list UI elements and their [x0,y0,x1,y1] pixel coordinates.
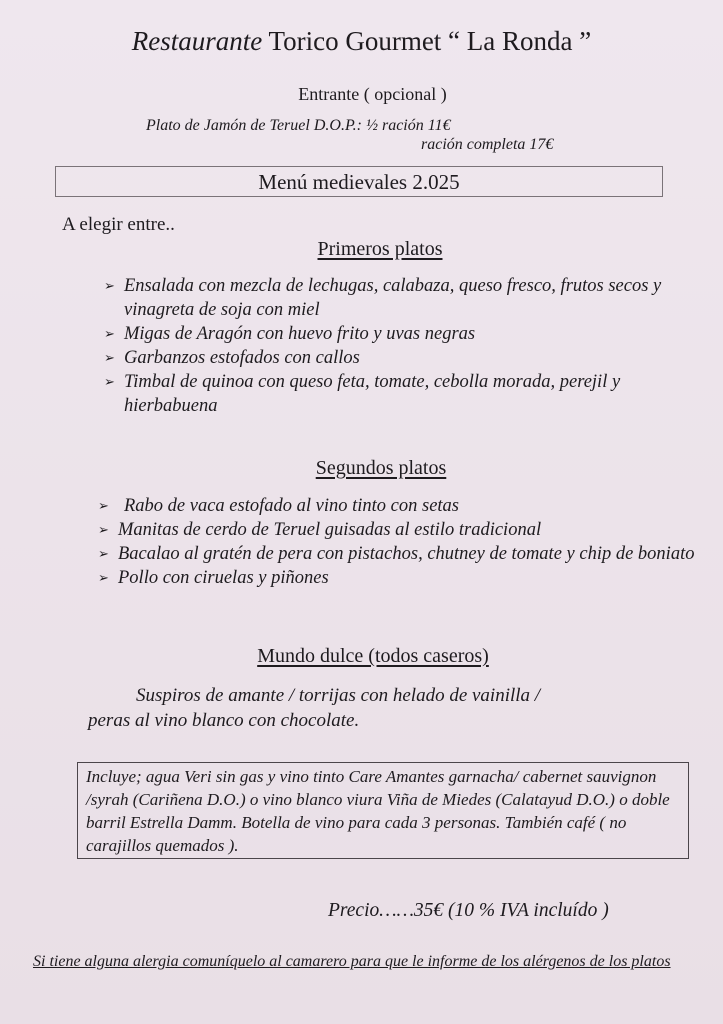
arrow-bullet-icon: ➢ [98,570,109,585]
restaurant-name: Torico Gourmet “ La Ronda ” [268,26,592,56]
list-item: ➢ Garbanzos estofados con callos [104,348,360,368]
page-title [0,26,723,57]
list-item: ➢ Pollo con ciruelas y piñones [98,568,329,588]
list-item: ➢ Manitas de cerdo de Teruel guisadas al estilo tradicional [98,520,542,540]
entrante-line-1: Plato de Jamón de Teruel D.O.P.: ½ ración 11€ [146,117,451,134]
postres-text [88,683,688,733]
arrow-bullet-icon: ➢ [104,326,115,341]
arrow-bullet-icon: ➢ [104,278,115,293]
includes-text: Incluye; agua Veri sin gas y vino tinto Care Amantes garnacha/ cabernet sauvignon /syrah (Cariñena D.O.) o vino blanco viura Viña de Miedes (Calatayud D.O.) o doble barril Estrella Damm. Botella de vino para cada 3 personas. También café ( no carajillos quemados ). [86,767,670,855]
arrow-bullet-icon: ➢ [98,522,109,537]
restaurant-word: Restaurante [131,26,263,56]
list-item: ➢ Bacalao al gratén de pera con pistachos, chutney de tomate y chip de boniato [98,544,695,564]
postres-line-1: Suspiros de amante / torrijas con helado de vainilla / [136,685,541,706]
menu-title: Menú medievales 2.025 [258,170,460,194]
postres-line-2: peras al vino blanco con chocolate. [88,710,360,731]
list-item: ➢ Timbal de quinoa con queso feta, tomate, cebolla morada, perejil y hierbabuena [104,372,621,416]
entrante-title: Entrante ( opcional ) [298,84,447,104]
includes-box [77,762,689,859]
choose-label: A elegir entre.. [62,214,175,235]
arrow-bullet-icon: ➢ [104,374,115,389]
segundos-heading: Segundos platos [315,457,447,479]
price: Precio……35€ (10 % IVA incluído ) [328,900,609,921]
menu-title-box [55,166,663,197]
postres-heading: Mundo dulce (todos caseros) [257,645,489,667]
arrow-bullet-icon: ➢ [98,498,109,513]
list-item: ➢ Migas de Aragón con huevo frito y uvas negras [104,324,476,344]
primeros-list [104,274,704,418]
list-item: ➢ Ensalada con mezcla de lechugas, calabaza, queso fresco, frutos secos y vinagreta de soja con miel [104,276,662,320]
arrow-bullet-icon: ➢ [98,546,109,561]
arrow-bullet-icon: ➢ [104,350,115,365]
segundos-list [98,494,708,590]
list-item: ➢ Rabo de vaca estofado al vino tinto con setas [98,496,459,516]
entrante-line-2: ración completa 17€ [421,136,554,153]
primeros-heading: Primeros platos [317,238,443,260]
allergy-notice: Si tiene alguna alergia comuníquelo al camarero para que le informe de los alérgenos de los platos [33,953,671,970]
